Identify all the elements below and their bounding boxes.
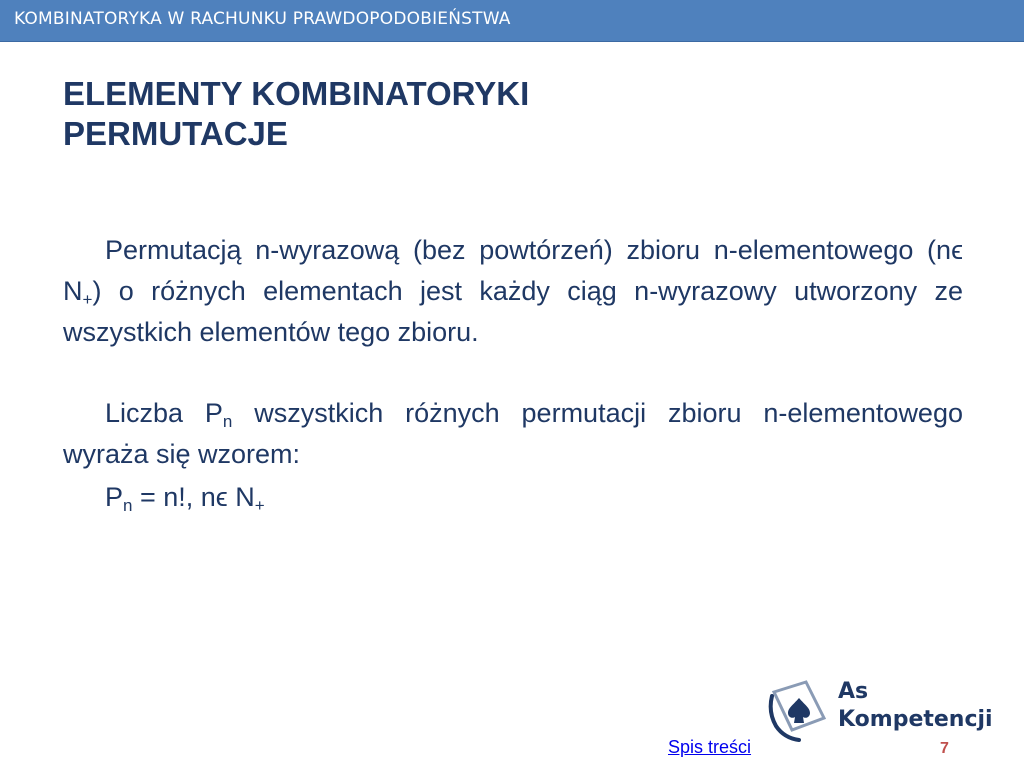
definition-paragraph [63,230,963,353]
definition-text-1: Permutacją n-wyrazową (bez powtórzeń) zbioru n-elementowego (n [105,235,952,265]
set-subscript: + [82,290,93,309]
slide-title [63,74,963,154]
logo-line-2: Kompetencji [838,707,993,732]
formula-rhs: = n!, n [132,482,216,512]
count-text-1: Liczba P [105,398,223,428]
formula-set: N [227,482,255,512]
count-paragraph [63,393,963,475]
as-kompetencji-logo [766,670,996,750]
formula [63,477,963,518]
formula-element-of: ϵ [215,482,228,512]
logo-text [838,678,993,734]
definition-text-2: ) o różnych elementach jest każdy ciąg n-wyrazowy utworzony ze wszystkich elementów tego zbioru. [63,276,963,347]
logo-line-1: As [838,679,869,704]
spade-card-icon [766,674,832,744]
presentation-title: KOMBINATORYKA W RACHUNKU PRAWDOPODOBIEŃSTWA [14,9,511,29]
formula-set-subscript: + [254,496,265,515]
element-of-symbol: ϵ [951,235,963,265]
header-bar [0,0,1024,42]
table-of-contents-link[interactable]: Spis treści [668,737,752,757]
formula-p: P [105,482,124,512]
slide-title-line-2: PERMUTACJE [63,115,288,152]
count-text-2: wszystkich różnych permutacji zbioru n-elementowego wyraża się wzorem: [63,398,963,469]
slide-body [63,230,963,518]
set-symbol: N [63,276,83,306]
formula-subscript-n: n [123,496,133,515]
count-subscript: n [222,412,233,431]
slide-title-line-1: ELEMENTY KOMBINATORYKI [63,75,530,112]
page-number: 7 [940,740,949,757]
